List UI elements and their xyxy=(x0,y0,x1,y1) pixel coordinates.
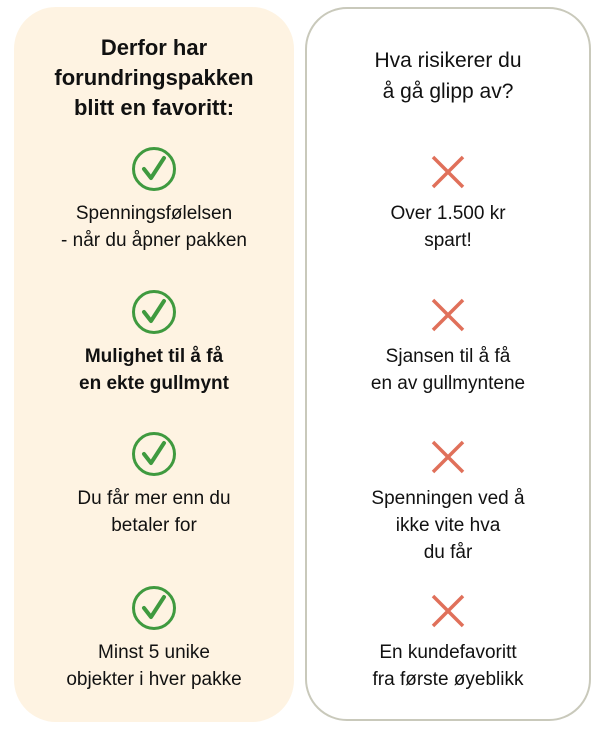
missing-text: en av gullmyntene xyxy=(370,373,526,394)
benefit-item xyxy=(14,289,294,397)
cross-icon xyxy=(430,154,466,190)
cross-icon xyxy=(430,439,466,475)
missing-text: spart! xyxy=(424,230,472,251)
title-line: Derfor har xyxy=(100,35,208,60)
benefit-item xyxy=(14,431,294,539)
missing-text: En kundefavoritt xyxy=(379,642,517,663)
missing-out-panel xyxy=(305,7,591,721)
check-circle-icon xyxy=(131,146,177,192)
missing-text: Sjansen til å få xyxy=(385,346,511,367)
check-circle-icon xyxy=(131,431,177,477)
missing-item xyxy=(307,439,589,566)
title-line: forundringspakken xyxy=(54,65,254,90)
title-line: Hva risikerer du xyxy=(374,49,522,72)
benefits-title xyxy=(14,33,294,123)
missing-item xyxy=(307,297,589,397)
cross-icon xyxy=(430,297,466,333)
missing-item xyxy=(307,154,589,254)
benefit-text: objekter i hver pakke xyxy=(66,669,242,690)
benefit-text: betaler for xyxy=(111,515,197,536)
cross-icon xyxy=(430,593,466,629)
benefit-item xyxy=(14,585,294,693)
missing-text: du får xyxy=(423,542,473,563)
check-circle-icon xyxy=(131,585,177,631)
title-line: å gå glipp av? xyxy=(382,80,514,103)
title-line: blitt en favoritt: xyxy=(73,95,235,120)
benefits-panel xyxy=(14,7,294,722)
missing-text: ikke vite hva xyxy=(395,515,501,536)
missing-text: Over 1.500 kr xyxy=(390,203,506,224)
missing-text: fra første øyeblikk xyxy=(372,669,524,690)
benefit-text: - når du åpner pakken xyxy=(61,230,247,251)
benefit-text: Mulighet til å få xyxy=(84,346,224,367)
missing-item xyxy=(307,593,589,693)
benefit-item xyxy=(14,146,294,254)
check-circle-icon xyxy=(131,289,177,335)
missing-out-title xyxy=(307,45,589,107)
benefit-text: Minst 5 unike xyxy=(98,642,210,663)
benefit-text: en ekte gullmynt xyxy=(79,373,229,394)
benefit-text: Spenningsfølelsen xyxy=(75,203,233,224)
missing-text: Spenningen ved å xyxy=(371,488,525,509)
benefit-text: Du får mer enn du xyxy=(77,488,231,509)
